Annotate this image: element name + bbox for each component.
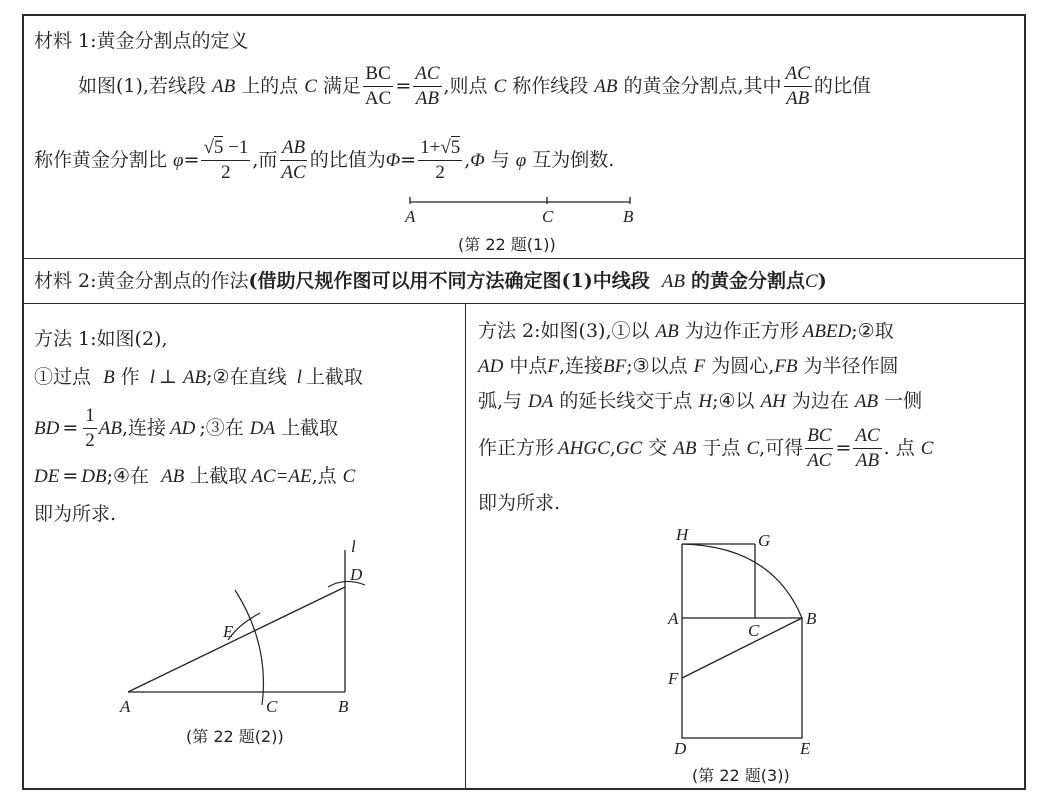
method2-line5: 即为所求.	[478, 492, 561, 514]
method1-line5: 即为所求.	[34, 503, 117, 525]
text-span: 的黄金分割点	[691, 270, 806, 292]
figure-2-construction	[110, 530, 410, 720]
method1-line4: DE = DB;④在 AB 上截取 AC=AE,点 C	[34, 465, 356, 487]
fig3-label-A: A	[668, 609, 679, 628]
fraction-phi-value: $\frac{√5 -1}{2}$	[203, 136, 249, 183]
method2-line1: 方法 2:如图(3),①以 AB 为边作正方形 ABED;②取	[478, 320, 894, 342]
method2-line3: 弧,与 DA 的延长线交于点 H;④以 AH 为边在 AB 一侧	[478, 390, 923, 412]
fig2-label-A: A	[120, 697, 131, 716]
text-span: (借助尺规作图可以用不同方法确定图(1)中线段	[248, 270, 650, 292]
divider-material2	[23, 258, 1025, 259]
math-C: C	[805, 271, 818, 292]
fig2-label-C: C	[266, 697, 278, 716]
text-span: 称作线段	[512, 74, 589, 97]
text-span: 称作黄金分割比	[34, 148, 168, 171]
material1-line2	[34, 136, 614, 184]
text-span: 上的点	[241, 74, 299, 97]
fig3-label-C: C	[748, 621, 760, 640]
math-C: C	[304, 75, 317, 97]
fig1-label-C: C	[542, 207, 554, 226]
fraction-ac-ab-2: $\frac{AC}{AB}$	[785, 62, 810, 109]
text-span: 如图(1),若线段	[78, 74, 206, 97]
figure-3-caption: (第 22 题(3))	[692, 766, 790, 785]
fig2-label-B: B	[338, 697, 349, 716]
text-span: ,则点	[443, 74, 488, 97]
math-Phi: Φ	[385, 149, 401, 171]
text-span: 的比值	[813, 74, 871, 97]
math-AB: AB	[594, 75, 618, 97]
text-span: ,	[464, 148, 471, 171]
text-span: 的比值为	[309, 148, 386, 171]
equals-sign: =	[400, 148, 417, 171]
figure-1-caption: (第 22 题(1))	[458, 235, 556, 254]
fig2-label-l: l	[351, 537, 356, 556]
fraction-bc-ac: $\frac{BC}{AC}$	[364, 62, 392, 109]
text-span: 满足	[322, 74, 361, 97]
fig2-label-E: E	[223, 622, 234, 641]
figure-2-caption: (第 22 题(2))	[186, 727, 284, 746]
math-AB: AB	[211, 75, 236, 97]
fraction-ab-ac: $\frac{AB}{AC}$	[281, 136, 306, 183]
material1-heading: 材料 1:黄金分割点的定义	[34, 30, 249, 52]
fig3-label-H: H	[676, 525, 689, 544]
fraction-ac-ab-m2: $\frac{AC}{AB}$	[855, 424, 880, 471]
math-C: C	[493, 75, 507, 97]
method1-line2: ①过点 B 作 l ⊥ AB;②在直线 l 上截取	[34, 366, 363, 388]
math-phi: φ	[173, 149, 184, 171]
fig3-label-D: D	[674, 739, 687, 758]
fraction-bc-ac-m2: $\frac{BC}{AC}$	[807, 424, 832, 471]
text-span: 互为倒数.	[532, 148, 615, 171]
fraction-ac-ab: $\frac{AC}{AB}$	[415, 62, 440, 109]
text-span: ,而	[252, 148, 278, 171]
fig3-label-F: F	[668, 669, 679, 688]
math-Phi: Φ	[470, 149, 485, 171]
fig3-label-B: B	[806, 609, 817, 628]
method1-line3: BD = $\frac{1}{2}$ AB ,连接 AD ;③在 DA 上截取	[34, 404, 339, 451]
fig1-label-A: A	[405, 207, 416, 226]
fraction-one-half: $\frac{1}{2}$	[85, 404, 95, 451]
figure-3-construction	[660, 524, 830, 764]
material1-line1	[78, 64, 871, 108]
equals-sign: =	[183, 148, 200, 171]
figure-1-segment	[395, 192, 645, 234]
fraction-Phi-value: $\frac{1+√5}{2}$	[420, 136, 461, 183]
text-span: )	[817, 270, 827, 292]
divider-methods	[23, 303, 1025, 304]
text-span: 的黄金分割点,其中	[623, 74, 782, 97]
fig3-label-G: G	[758, 531, 771, 550]
math-AB: AB	[661, 271, 685, 292]
fig1-label-B: B	[623, 207, 634, 226]
method1-line1: 方法 1:如图(2),	[34, 328, 168, 350]
text-span: 材料 2:黄金分割点的作法	[34, 270, 249, 292]
method2-line2: AD 中点F,连接BF;③以点 F 为圆心,FB 为半径作圆	[478, 355, 899, 377]
math-phi: φ	[515, 149, 527, 171]
fig3-label-E: E	[800, 739, 811, 758]
fig2-label-D: D	[350, 565, 363, 584]
text-span: 与	[490, 148, 510, 171]
equals-sign: =	[395, 74, 412, 97]
divider-columns	[465, 304, 466, 789]
material2-heading	[34, 272, 827, 291]
method2-line4: 作正方形 AHGC , GC 交 AB 于点 C ,可得 $\frac{BC}{AC}$ = $\frac{AC}{AB}$ . 点 C	[478, 424, 934, 471]
